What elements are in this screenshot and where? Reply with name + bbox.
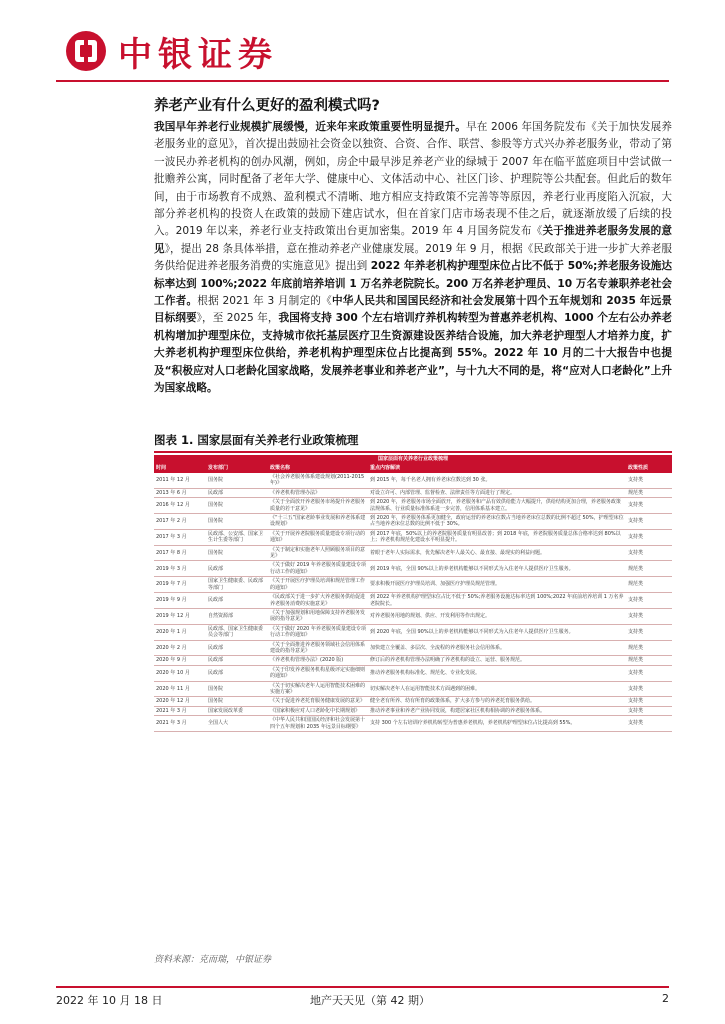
table-row	[154, 593, 672, 609]
table-cell: 2020 年 9 月	[154, 656, 206, 665]
table-row	[154, 681, 672, 697]
table-cell: 国务院	[206, 697, 268, 706]
table-cell: 全国人大	[206, 716, 268, 732]
table-header-cell: 时间	[154, 463, 206, 473]
table-row	[154, 514, 672, 530]
table-header-cell: 政策性质	[626, 463, 672, 473]
table-cell: 到 2022 年养老机构护理型床位占比不低于 50%;养老服务设施达标率达到 100%;2022 年底前培养培训 1 万名养老院院长。	[368, 593, 626, 609]
table-row	[154, 640, 672, 656]
table-cell: 民政部、公安部、国家卫生计生委等部门	[206, 529, 268, 545]
table-row	[154, 488, 672, 497]
table-cell: 《关于切实解决老年人运用智能技术困难的实施方案》	[268, 681, 368, 697]
table-cell: 规范类	[626, 656, 672, 665]
table-cell: 民政部	[206, 561, 268, 577]
table-cell: 《关于加强规划和用地保障支持养老服务发展的指导意见》	[268, 608, 368, 624]
table-row	[154, 706, 672, 715]
table-cell: 支持类	[626, 716, 672, 732]
table-cell: 2020 年 11 月	[154, 681, 206, 697]
table-cell: 切实解决老年人在运用智能技术方面遇到的困难。	[368, 681, 626, 697]
page-number: 2	[662, 992, 669, 1005]
table-cell: 支持类	[626, 498, 672, 514]
table-cell: 《关于印发养老服务机构星级评定实施细则的通知》	[268, 665, 368, 681]
bold-text-segment: 我国将支持 300 个左右培训疗养机构转型为普惠养老机构、1000 个左右公办养老机构增加护理型床位，支持城市依托基层医疗卫生资源建设医养结合设施，加大养老护理型人才培养力度，扩大养老机构护理型床位供给，养老机构护理型床位占比提高到 55%。2022 年 10 月的二十大报告中也提及“积极应对人口老龄化国家战略，发展养老事业和养老产业”，与十九大不同的是，将“应对人口老龄化”上升为国家战略。	[154, 312, 672, 395]
table-row	[154, 716, 672, 732]
text-segment: 根据 2021 年 3 月制定的《	[197, 295, 332, 308]
section-heading: 养老产业有什么更好的盈利模式吗?	[154, 98, 380, 114]
table-cell: 2021 年 3 月	[154, 706, 206, 715]
table-cell: 支持类	[626, 608, 672, 624]
table-cell: 支持类	[626, 697, 672, 706]
table-cell: 2020 年 12 月	[154, 697, 206, 706]
table-cell: 到 2020 年，养老服务市场全面放开，养老服务和产品有效供给能力大幅提升，供给结构更加合理，养老服务政策法规体系、行业质量标准体系进一步完善，信用体系基本建立。	[368, 498, 626, 514]
table-header-cell: 重点内容解读	[368, 463, 626, 473]
table-cell: 2019 年 7 月	[154, 577, 206, 593]
table-cell: 对养老服务用地的规划、供应、开发利用等作出规定。	[368, 608, 626, 624]
table-cell: 2020 年 10 月	[154, 665, 206, 681]
table-cell: 国务院	[206, 545, 268, 561]
table-cell: 国务院	[206, 498, 268, 514]
table-cell: 支持类	[626, 529, 672, 545]
table-cell: 2019 年 12 月	[154, 608, 206, 624]
table-cell: 《关于做好 2019 年养老服务质量建设专项行动工作的通知》	[268, 561, 368, 577]
table-cell: 修订后的养老机构管理办法明确了养老机构的设立、运营、服务规范。	[368, 656, 626, 665]
table-cell: 《民政部关于进一步扩大养老服务供给促进养老服务消费的实施意见》	[268, 593, 368, 609]
table-cell: 《关于全面推进养老服务领域社会信用体系建设的指导意见》	[268, 640, 368, 656]
figure-divider	[154, 451, 672, 453]
table-cell: 支持类	[626, 624, 672, 640]
table-row	[154, 577, 672, 593]
table-cell: 国务院	[206, 473, 268, 488]
table-cell: 民政部	[206, 640, 268, 656]
table-row	[154, 529, 672, 545]
figure-title: 图表 1. 国家层面有关养老行业政策梳理	[154, 433, 359, 447]
text-segment: 早在 2006 年国务院发布《关于加快发展养老服务业的意见》，首次提出鼓励社会资金以独资、合资、合作、联营、参股等方式兴办养老服务业，带动了第一波民办养老机构的创办风潮，例如，房企中最早涉足养老产业的绿城于 2007 年在临平蓝庭项目中尝试做一批赡养公寓，同时配备了老年大学、健康中心、文体活动中心、社区门诊、护理院等公共配套。但此后的数年间，由于市场教育不成熟、盈利模式不清晰、地方相应支持政策不完善等等原因，养老行业再度陷入沉寂，大部分养老机构的投资人在政策的鼓励下建店试水，但在首家门店市场表现不佳之后，就逐渐放缓了后续的投入。2019 年以来，养老行业支持政策出台更加密集。2019 年 4 月国务院发布《	[154, 121, 672, 238]
table-cell: 民政部	[206, 656, 268, 665]
table-row	[154, 656, 672, 665]
table-cell: 《社会养老服务体系建设规划(2011-2015 年)》	[268, 473, 368, 488]
table-row	[154, 561, 672, 577]
table-row	[154, 624, 672, 640]
table-cell: 2017 年 2 月	[154, 514, 206, 530]
table-cell: 规范类	[626, 488, 672, 497]
table-header-cell: 政策名称	[268, 463, 368, 473]
table-row	[154, 545, 672, 561]
table-cell: 《“十三五”国家老龄事业发展和养老体系建设规划》	[268, 514, 368, 530]
policy-table	[154, 455, 672, 732]
table-cell: 2011 年 12 月	[154, 473, 206, 488]
table-cell: 国家发展改革委	[206, 706, 268, 715]
brand-name: 中银证券	[118, 34, 278, 75]
table-cell: 国家卫生健康委、民政部等部门	[206, 577, 268, 593]
header-divider	[56, 80, 669, 82]
table-cell: 健全老有所养、幼有所育的政策体系，扩大多方参与的养老托育服务供给。	[368, 697, 626, 706]
table-cell: 到 2019 年底，全国 90%以上的养老机构能够以不同形式为入住老年人提供医疗卫生服务。	[368, 561, 626, 577]
table-cell: 2013 年 6 月	[154, 488, 206, 497]
table-cell: 国务院	[206, 681, 268, 697]
table-cell: 支持类	[626, 681, 672, 697]
table-cell: 推动养老服务机构标准化、规范化、专业化发展。	[368, 665, 626, 681]
table-super-header: 国家层面有关养老行业政策梳理	[154, 455, 672, 463]
table-cell: 《养老机构管理办法》(2020 版)	[268, 656, 368, 665]
table-cell: 2020 年 1 月	[154, 624, 206, 640]
table-cell: 支持类	[626, 593, 672, 609]
bold-text-segment: 我国早年养老行业规模扩展缓慢，近来年来政策重要性明显提升。	[154, 121, 466, 133]
table-cell: 民政部	[206, 593, 268, 609]
table-cell: 加快建立全覆盖、多层次、全流程的养老服务社会信用体系。	[368, 640, 626, 656]
table-cell: 到 2020 年底，全国 90%以上的养老机构能够以不同形式为入住老年人提供医疗卫生服务。	[368, 624, 626, 640]
body-paragraph	[154, 119, 672, 398]
text-segment: 》，提出 28 条具体举措，意在推动养老产业健康发展。2019 年 9 月，根据《民政部关于进一步扩大养老服务供给促进养老服务消费的实施意见》提出到	[154, 242, 673, 273]
table-header-cell: 发布部门	[206, 463, 268, 473]
table-cell: 2019 年 3 月	[154, 561, 206, 577]
table-cell: 支持类	[626, 665, 672, 681]
table-cell: 规范类	[626, 577, 672, 593]
table-cell: 规范类	[626, 640, 672, 656]
table-cell: 2017 年 8 月	[154, 545, 206, 561]
table-cell: 《关于开展医疗护理员培训和规范管理工作的通知》	[268, 577, 368, 593]
table-cell: 支持 300 个左右培训疗养机构转型为普惠养老机构，养老机构护理型床位占比提高到 55%。	[368, 716, 626, 732]
brand-logo	[66, 28, 278, 74]
table-cell: 支持类	[626, 545, 672, 561]
table-cell: 《国家积极应对人口老龄化中长期规划》	[268, 706, 368, 715]
footer-title: 地产天天见（第 42 期）	[310, 994, 430, 1007]
table-row	[154, 697, 672, 706]
table-cell: 《关于促进养老托育服务健康发展的意见》	[268, 697, 368, 706]
table-cell: 自然资源部	[206, 608, 268, 624]
table-cell: 《关于做好 2020 年养老服务质量建设专项行动工作的通知》	[268, 624, 368, 640]
bold-text-segment: 关于推进养老服务发展的意见	[154, 225, 672, 255]
table-cell: 《养老机构管理办法》	[268, 488, 368, 497]
bold-text-segment: 2022 年养老机构护理型床位占比不低于 50%;养老服务设施达标率达到 100%;2022 年底前培养培训 1 万名养老院院长。200 万名养老护理员、10 万名专兼职养老社会工作者。	[154, 260, 672, 308]
table-cell: 国务院	[206, 514, 268, 530]
table-cell: 民政部、国家卫生健康委员会等部门	[206, 624, 268, 640]
table-cell: 推动养老事业和养老产业协同发展，构建居家社区机构相协调的养老服务体系。	[368, 706, 626, 715]
table-cell: 到 2017 年底，50%以上的养老院服务质量有明显改善；到 2018 年底，养老院服务质量总体合格率达到 80%以上；养老机构规范化建设水平明显提升。	[368, 529, 626, 545]
table-cell: 《中华人民共和国国民经济和社会发展第十四个五年规划和 2035 年远景目标纲要》	[268, 716, 368, 732]
table-cell: 支持类	[626, 514, 672, 530]
table-cell: 2017 年 3 月	[154, 529, 206, 545]
text-segment: 》，至 2025 年，	[196, 312, 279, 325]
table-cell: 2020 年 2 月	[154, 640, 206, 656]
table-row	[154, 473, 672, 488]
table-cell: 规范类	[626, 561, 672, 577]
table-row	[154, 498, 672, 514]
source-note: 资料来源：克而瑞，中银证券	[154, 955, 272, 965]
table-cell: 民政部	[206, 488, 268, 497]
footer-date: 2022 年 10 月 18 日	[56, 994, 163, 1007]
table-cell: 要求积极开展医疗护理员培训、加强医疗护理员规范管理。	[368, 577, 626, 593]
table-row	[154, 608, 672, 624]
table-cell: 2016 年 12 月	[154, 498, 206, 514]
table-cell: 着眼于老年人实际需求，优先解决老年人最关心、最直接、最现实的利益问题。	[368, 545, 626, 561]
bold-text-segment: 中华人民共和国国民经济和社会发展第十四个五年规划和 2035 年远景目标纲要	[154, 295, 673, 325]
bank-logo-icon	[66, 31, 106, 71]
table-cell: 《关于制定和实施老年人照顾服务项目的意见》	[268, 545, 368, 561]
table-cell: 到 2015 年，每千名老人拥有养老床位数达到 30 张。	[368, 473, 626, 488]
table-cell: 支持类	[626, 706, 672, 715]
table-cell: 2021 年 3 月	[154, 716, 206, 732]
table-cell: 对设立许可、内部管理、监督检查、法律责任等方面进行了规定。	[368, 488, 626, 497]
table-row	[154, 665, 672, 681]
table-cell: 到 2020 年，养老服务体系更加健全，政府运营的养老床位数占当地养老床位总数的比例不超过 50%，护理型床位占当地养老床位总数的比例不低于 30%。	[368, 514, 626, 530]
table-cell: 民政部	[206, 665, 268, 681]
table-cell: 支持类	[626, 473, 672, 488]
table-cell: 《关于全面放开养老服务市场提升养老服务质量的若干意见》	[268, 498, 368, 514]
table-cell: 《关于开展养老院服务质量建设专项行动的通知》	[268, 529, 368, 545]
footer-divider	[56, 986, 669, 988]
table-cell: 2019 年 9 月	[154, 593, 206, 609]
